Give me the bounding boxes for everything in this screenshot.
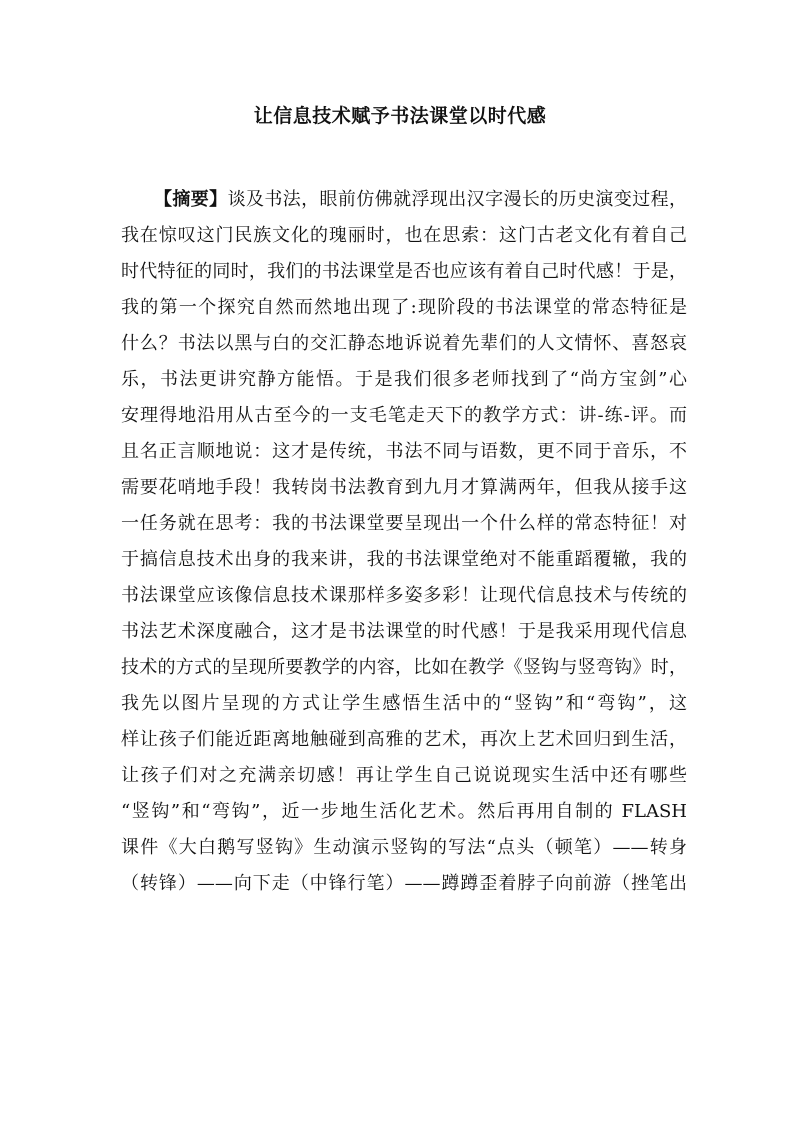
abstract-line: 且名正言顺地说：这才是传统，书法不同与语数，更不同于音乐，不 <box>121 441 687 462</box>
abstract-line: 需要花哨地手段！我转岗书法教育到九月才算满两年，但我从接手这 <box>121 477 687 498</box>
abstract-line: 于搞信息技术出身的我来讲，我的书法课堂绝对不能重蹈覆辙，我的 <box>121 549 687 570</box>
abstract-line: 时代特征的同时，我们的书法课堂是否也应该有着自己时代感！于是， <box>121 261 687 282</box>
abstract-line: （转锋）——向下走（中锋行笔）——蹲蹲歪着脖子向前游（挫笔出 <box>121 873 687 894</box>
abstract-line: 安理得地沿用从古至今的一支毛笔走天下的教学方式：讲-练-评。而 <box>121 405 687 426</box>
abstract-line-1 <box>121 182 687 218</box>
abstract-line-1-text: 谈及书法，眼前仿佛就浮现出汉字漫长的历史演变过程， <box>227 189 688 210</box>
abstract-line: 什么？书法以黑与白的交汇静态地诉说着先辈们的人文情怀、喜怒哀 <box>121 333 687 354</box>
abstract-line: 我先以图片呈现的方式让学生感悟生活中的“竖钩”和“弯钩”，这 <box>121 693 687 714</box>
abstract-label: 【摘要】 <box>154 189 228 210</box>
abstract-line: 样让孩子们能近距离地触碰到高雅的艺术，再次上艺术回归到生活， <box>121 729 687 750</box>
abstract-line: 书法课堂应该像信息技术课那样多姿多彩！让现代信息技术与传统的 <box>121 585 687 606</box>
abstract-line: 课件《大白鹅写竖钩》生动演示竖钩的写法“点头（顿笔）——转身 <box>121 837 687 858</box>
abstract-line: 乐，书法更讲究静方能悟。于是我们很多老师找到了“尚方宝剑”心 <box>121 369 687 390</box>
abstract-line: 我在惊叹这门民族文化的瑰丽时，也在思索：这门古老文化有着自己 <box>121 225 687 246</box>
abstract-line: 一任务就在思考：我的书法课堂要呈现出一个什么样的常态特征！对 <box>121 513 687 534</box>
abstract-line: “竖钩”和“弯钩”，近一步地生活化艺术。然后再用自制的 FLASH <box>121 801 687 822</box>
abstract-line: 让孩子们对之充满亲切感！再让学生自己说说现实生活中还有哪些 <box>121 765 687 786</box>
abstract-paragraph <box>121 182 687 902</box>
document-title: 让信息技术赋予书法课堂以时代感 <box>253 105 547 127</box>
abstract-line: 我的第一个探究自然而然地出现了:现阶段的书法课堂的常态特征是 <box>121 297 687 318</box>
abstract-line: 书法艺术深度融合，这才是书法课堂的时代感！于是我采用现代信息 <box>121 621 687 642</box>
abstract-line: 技术的方式的呈现所要教学的内容，比如在教学《竖钩与竖弯钩》时， <box>121 657 687 678</box>
